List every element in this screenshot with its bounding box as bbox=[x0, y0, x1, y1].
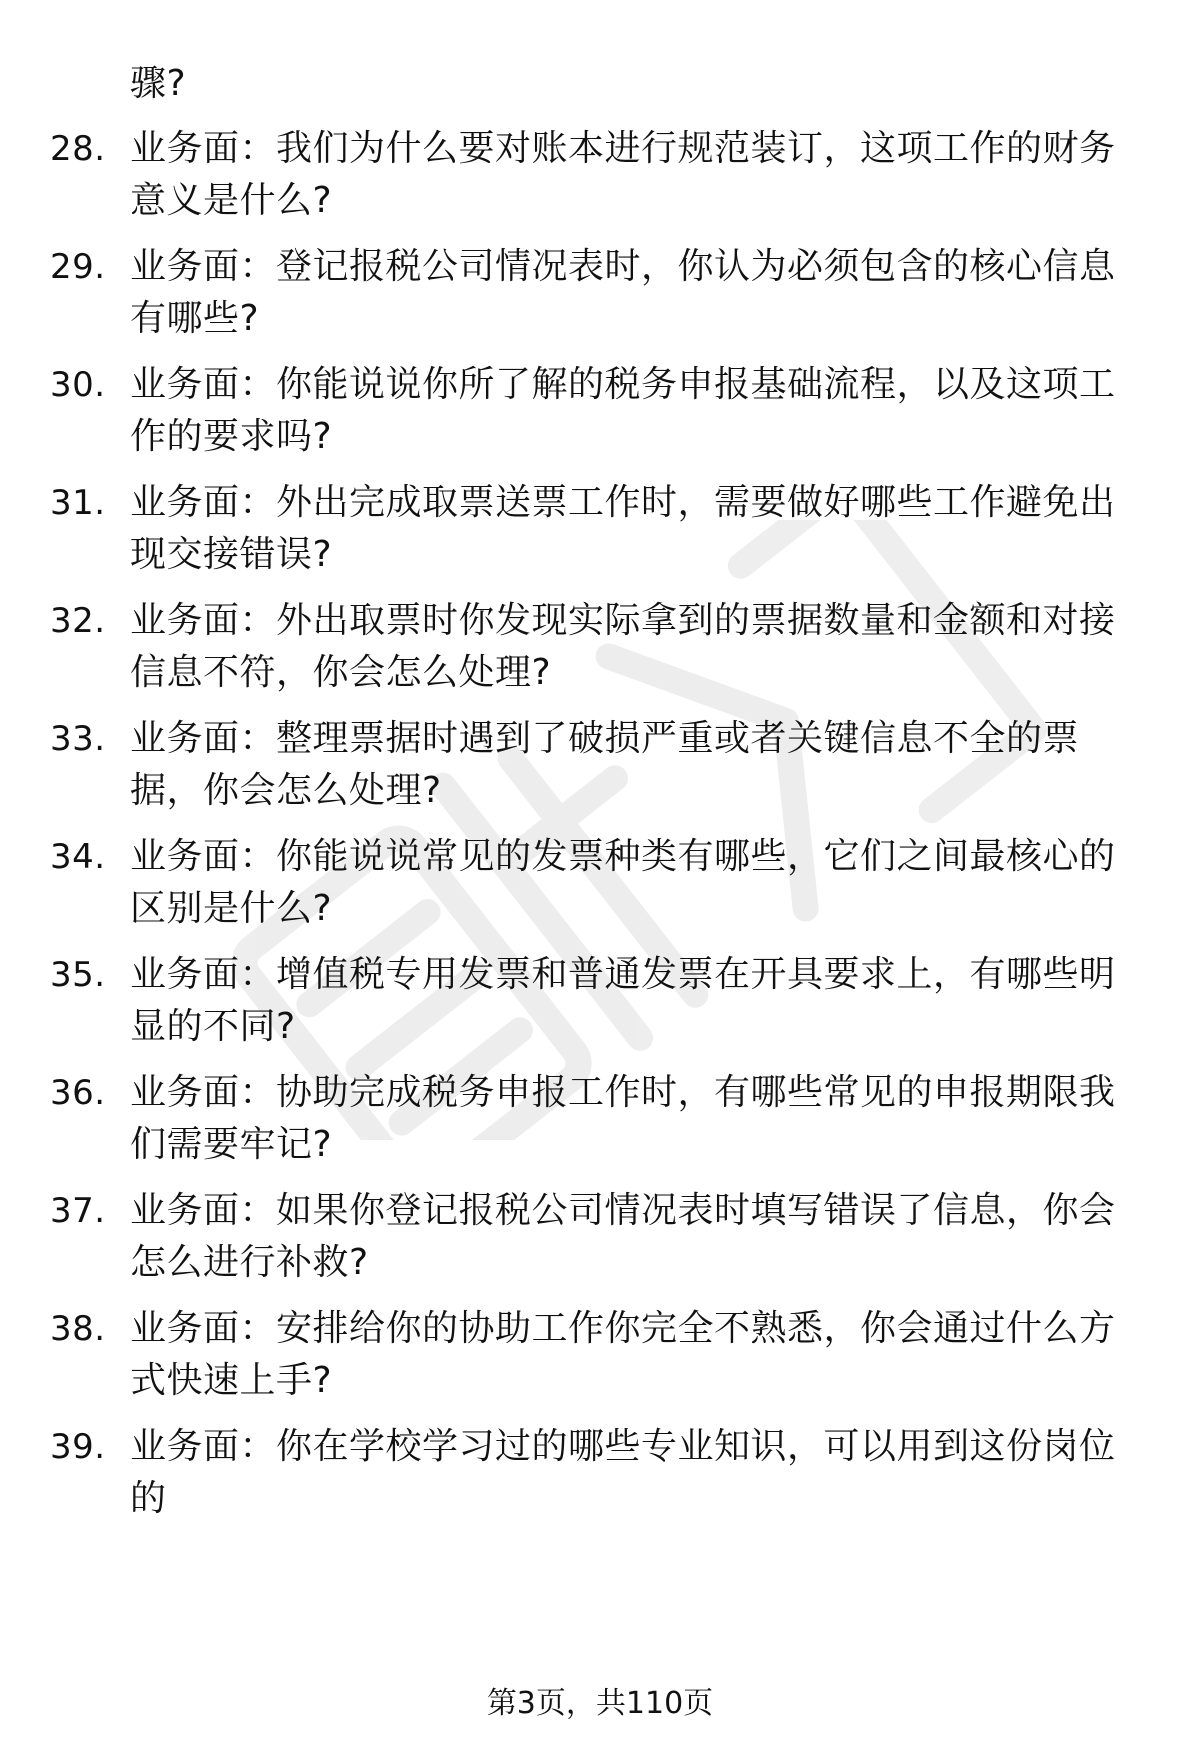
question-number: 35. bbox=[50, 955, 106, 995]
list-item bbox=[0, 713, 1200, 823]
list-item bbox=[0, 123, 1200, 233]
list-item bbox=[0, 831, 1200, 941]
question-category: 业务面： bbox=[130, 1072, 277, 1113]
list-item bbox=[0, 1067, 1200, 1177]
list-item bbox=[0, 477, 1200, 587]
question-number: 30. bbox=[50, 365, 106, 405]
question-category: 业务面： bbox=[130, 718, 277, 759]
list-item bbox=[0, 1421, 1200, 1519]
question-body: 登记报税公司情况表时，你认为必须包含的核心信息有哪些? bbox=[130, 246, 1116, 339]
question-text bbox=[130, 1185, 1140, 1289]
question-body: 外出完成取票送票工作时，需要做好哪些工作避免出现交接错误? bbox=[130, 482, 1116, 575]
question-category: 业务面： bbox=[130, 954, 277, 995]
question-number: 38. bbox=[50, 1309, 106, 1349]
question-category: 业务面： bbox=[130, 246, 277, 287]
list-item bbox=[0, 595, 1200, 705]
question-body: 你能说说你所了解的税务申报基础流程，以及这项工作的要求吗? bbox=[130, 364, 1116, 457]
question-category: 业务面： bbox=[130, 482, 277, 523]
question-number: 31. bbox=[50, 483, 106, 523]
question-body: 你在学校学习过的哪些专业知识，可以用到这份岗位的 bbox=[130, 1426, 1116, 1519]
question-category: 业务面： bbox=[130, 364, 277, 405]
question-text bbox=[130, 477, 1140, 581]
question-text bbox=[130, 123, 1140, 227]
question-text bbox=[130, 1303, 1140, 1407]
question-body: 如果你登记报税公司情况表时填写错误了信息，你会怎么进行补救? bbox=[130, 1190, 1116, 1283]
question-body: 整理票据时遇到了破损严重或者关键信息不全的票据，你会怎么处理? bbox=[130, 718, 1080, 811]
continuation-text: 骤? bbox=[130, 63, 187, 104]
question-body: 协助完成税务申报工作时，有哪些常见的申报期限我们需要牢记? bbox=[130, 1072, 1116, 1165]
list-item bbox=[0, 949, 1200, 1059]
question-text bbox=[130, 1067, 1140, 1171]
question-number: 29. bbox=[50, 247, 106, 287]
question-number: 37. bbox=[50, 1191, 106, 1231]
list-item bbox=[0, 359, 1200, 469]
question-body: 外出取票时你发现实际拿到的票据数量和金额和对接信息不符，你会怎么处理? bbox=[130, 600, 1116, 693]
question-body: 安排给你的协助工作你完全不熟悉，你会通过什么方式快速上手? bbox=[130, 1308, 1116, 1401]
question-number: 32. bbox=[50, 601, 106, 641]
question-category: 业务面： bbox=[130, 1308, 277, 1349]
question-text bbox=[130, 241, 1140, 345]
question-text bbox=[130, 1421, 1140, 1525]
page-footer bbox=[0, 1684, 1200, 1724]
list-item bbox=[0, 241, 1200, 351]
question-number: 39. bbox=[50, 1427, 106, 1467]
question-text bbox=[130, 831, 1140, 935]
list-item bbox=[0, 1303, 1200, 1413]
question-body: 增值税专用发票和普通发票在开具要求上，有哪些明显的不同? bbox=[130, 954, 1116, 1047]
question-text bbox=[130, 949, 1140, 1053]
question-number: 28. bbox=[50, 129, 106, 169]
list-item bbox=[0, 1185, 1200, 1295]
question-body: 我们为什么要对账本进行规范装订，这项工作的财务意义是什么? bbox=[130, 128, 1116, 221]
question-category: 业务面： bbox=[130, 1190, 277, 1231]
question-number: 34. bbox=[50, 837, 106, 877]
question-category: 业务面： bbox=[130, 1426, 277, 1467]
question-category: 业务面： bbox=[130, 128, 277, 169]
question-text bbox=[130, 595, 1140, 699]
page-number-label: 第3页，共110页 bbox=[486, 1686, 714, 1721]
question-body: 你能说说常见的发票种类有哪些，它们之间最核心的区别是什么? bbox=[130, 836, 1116, 929]
question-number: 33. bbox=[50, 719, 106, 759]
question-text bbox=[130, 359, 1140, 463]
question-category: 业务面： bbox=[130, 600, 277, 641]
question-category: 业务面： bbox=[130, 836, 277, 877]
question-number: 36. bbox=[50, 1073, 106, 1113]
question-text bbox=[130, 713, 1140, 817]
